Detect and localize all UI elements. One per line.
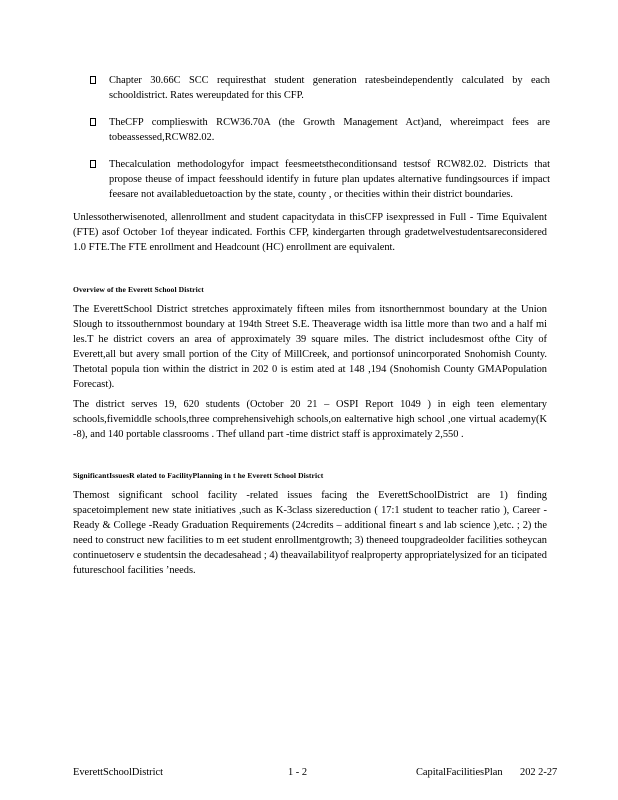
overview-paragraph-1: The EverettSchool District stretches approximately fifteen miles from itsnorthernmost boundary at the Union Slough to itssouthernmost boundary at 194th Street S.E. Theaverage width isa little more than two and a half mi les.T he district covers an area of approximately 39 square miles. The district includesmost ofthe City of Everett,all but avery small portion of the City of MillCreek, and portionsof unincorporated Snohomish County. Thetotal popula tion within the district in 202 0 is estim ated at 148 ,194 (Snohomish County GMAPopulation Forecast). — [73, 304, 547, 390]
requirements-bullet-list — [90, 73, 550, 214]
bullet-box-icon — [90, 118, 96, 126]
footer-district-name: EverettSchoolDistrict — [73, 767, 164, 778]
bullet-text: Thecalculation methodologyfor impact feesmeetstheconditionsand testsof RCW82.02. Districts that propose theuse of impact feesshould identify in future plan updates alternative fundingsources if impact feesare not availableduetoaction by the state, county , or thecities within their district boundaries. — [109, 159, 550, 200]
significant-issues-heading: SignificantIssuesR elated to FacilityPlanning in t he Everett School District — [73, 471, 324, 480]
overview-paragraph-2: The district serves 19, 620 students (October 20 21 – OSPI Report 1049 ) in eigh teen elementary schools,fivemiddle schools,three comprehensivehigh schools,on ealternative high school ,one virtual academy(K -8), and 140 portable classrooms . Thef ulland part -time district staff is approximately 2,550 . — [73, 399, 547, 440]
significant-issues-paragraph: Themost significant school facility -related issues facing the EverettSchoolDistrict are 1) finding spacetoimplement new state initiatives ,such as K-3class sizereduction ( 17:1 student to teacher ratio ), Career -Ready & College -Ready Graduation Requirements (24credits – additional fineart s and lab science ),etc. ; 2) the need to construct new facilities to m eet student enrollmentgrowth; 3) theneed toupgradeolder facilities sotheycan continuetoserv e studentsin the decadesahead ; 4) theavailabilityof realproperty appropriatelysized for an ticipated futureschool facilities ’needs. — [73, 490, 547, 576]
bullet-text: TheCFP complieswith RCW36.70A (the Growth Management Act)and, whereimpact fees are tobeassessed,RCW82.02. — [109, 117, 550, 143]
footer-plan-title: CapitalFacilitiesPlan — [416, 767, 503, 778]
bullet-item-rcw — [90, 115, 550, 145]
overview-heading: Overview of the Everett School District — [73, 285, 204, 294]
bullet-text: Chapter 30.66C SCC requiresthat student generation ratesbeindependently calculated by each schooldistrict. Rates wereupdated for this CFP. — [109, 75, 550, 101]
footer-plan-years: 202 2-27 — [520, 767, 558, 778]
footer-page-number: 1 - 2 — [288, 767, 308, 778]
bullet-item-scc — [90, 73, 550, 103]
bullet-box-icon — [90, 76, 96, 84]
bullet-item-methodology — [90, 157, 550, 202]
enrollment-note-paragraph: Unlessotherwisenoted, allenrollment and student capacitydata in thisCFP isexpressed in Full - Time Equivalent (FTE) asof October 1of theyear indicated. Forthis CFP, kindergarten through gradetwelvestudentsareconsidered 1.0 FTE.The FTE enrollment and Headcount (HC) enrollment are equivalent. — [73, 212, 547, 253]
bullet-box-icon — [90, 160, 96, 168]
